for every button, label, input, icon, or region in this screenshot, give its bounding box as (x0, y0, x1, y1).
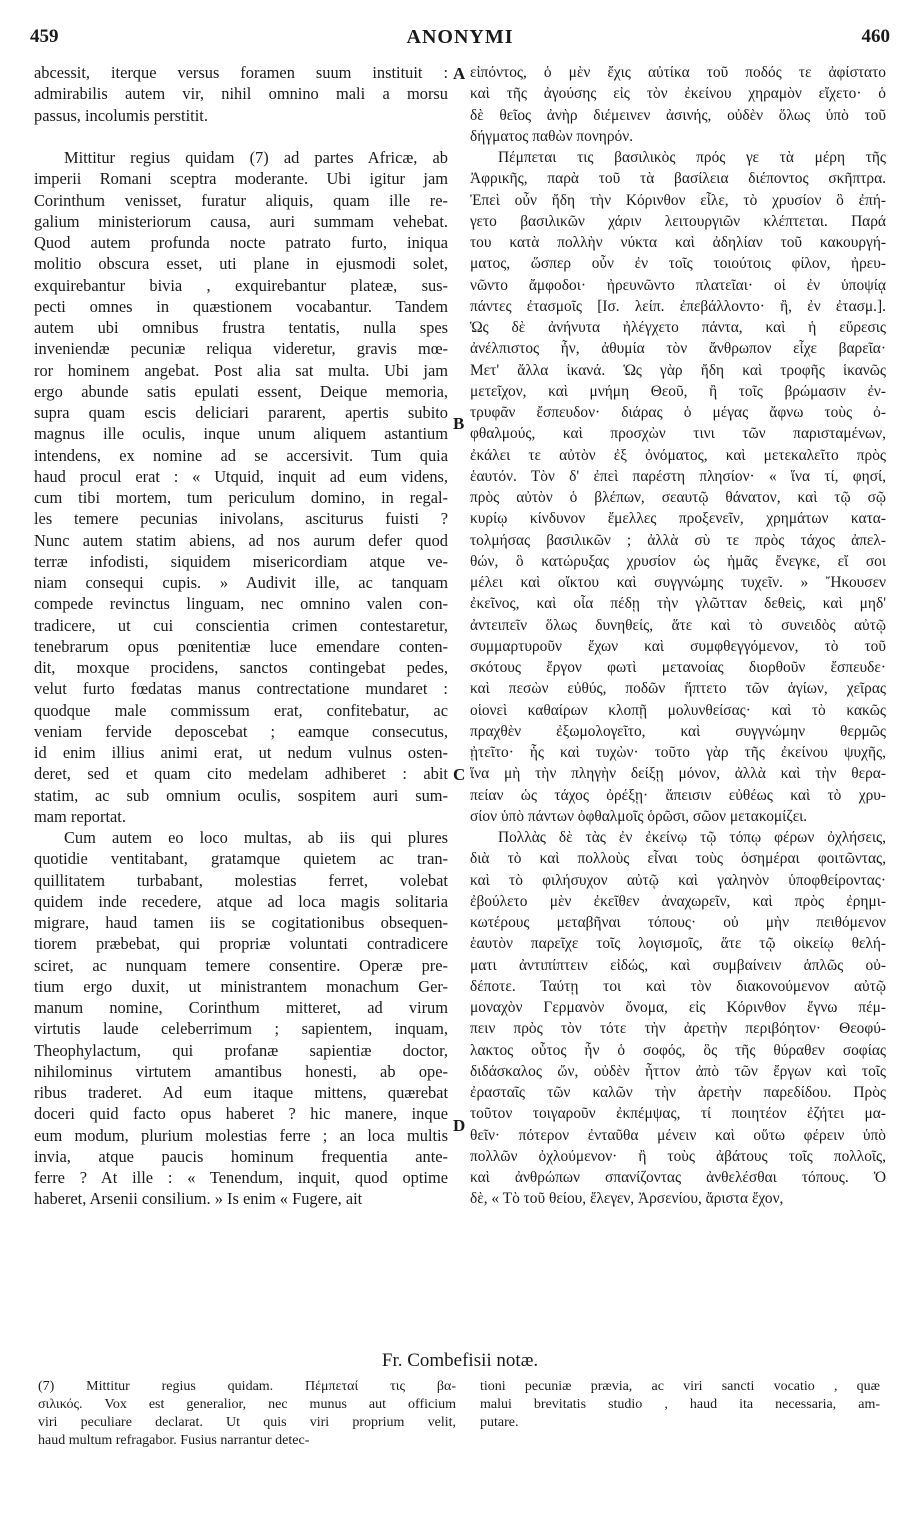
text-line: ἑαυτὸν παρεῖχε τοῖς λογισμοῖς, ἅτε τῷ οἰκείῳ θελή- (470, 935, 886, 953)
text-line: statim, ac sub omnium oculis, sospitem auri sum- (34, 785, 448, 805)
text-line: Μετ' ἄλλα ἱκανά. Ὡς γὰρ ἤδη καὶ τροφῆς ἱκανῶς (470, 361, 886, 379)
text-line: quidem inde recedere, atque ad loca magis solitaria (34, 891, 448, 911)
text-line: πειν πρὸς τὸν τότε τὴν ἀρετὴν περιβόητον· Θεοφύ- (470, 1020, 886, 1038)
text-line: οἱονεὶ καθαίρων κλοπῇ μολυνθείσας· καὶ τὸ κακῶς (470, 701, 886, 719)
text-line: id enim illius animi erat, ut nedum vulnus osten- (34, 743, 448, 762)
text-line: dit, moxque procidens, sanctos contingebat pedes, (34, 658, 448, 677)
text-line: ᾐτεῖτο· ἧς καὶ τυχὼν· τοῦτο γὰρ τῆς ἐκείνου ψυχῆς, (470, 744, 886, 761)
text-line: δὲ, « Τὸ τοῦ θείου, ἔλεγεν, Ἀρσενίου, ἄριστα ἔχον, (470, 1190, 784, 1208)
text-line: passus, incolumis perstitit. (34, 105, 208, 125)
text-line: haud procul erat : « Utquid, inquit ad eum videns, (34, 466, 448, 486)
text-line: σιλικός. Vox est generalior, nec munus aut officium (38, 1397, 456, 1412)
text-line: Πέμπεται τις βασιλικὸς πρός γε τὰ μέρη τῆς (498, 149, 886, 166)
footnotes-left (38, 1378, 456, 1450)
text-line: migrare, haud tamen iis se cogitationibus obsequen- (34, 913, 448, 932)
text-line: tium ergo duxit, ut ministrantem monachum Ger- (34, 976, 448, 996)
text-line: εἰπόντος, ὁ μὲν ἔχις αὐτίκα τοῦ ποδός τε ἀφίστατο (470, 64, 886, 81)
text-line: ergo abunde satis epulati essent, Deique memoria, (34, 381, 448, 401)
text-line: μέλει καὶ οἴκτου καὶ συγγνώμης τυχεῖν. » Ἤκουσεν (470, 574, 886, 591)
text-line: quotidie ventitabant, gratamque quietem ac tran- (34, 849, 448, 869)
text-line: κυρίῳ κίνδυνον ἔμελλες προξενεῖν, χρημάτων κατα- (470, 510, 886, 528)
text-line: Nunc autem statim abiens, ad nos aurum defer quod (34, 530, 448, 550)
margin-marker-b: B (453, 414, 465, 433)
text-line: deret, sed et quam cito medelam adhiberet : abit (34, 764, 448, 784)
text-line: magnus ille oculis, inque unum aliquem astantium (34, 424, 448, 444)
text-line: tradicere, ut cui conscientia crimen contestaretur, (34, 615, 448, 635)
text-line: haud multum refragabor. Fusius narrantur detec- (38, 1433, 310, 1448)
text-line: ἀντειπεῖν ὅλως δυνηθείς, ἅτε καὶ τὸ συνειδὸς αὐτῷ (470, 616, 886, 634)
text-line: quodque male commissum erat, confitebatur, ac (34, 700, 448, 720)
text-line: διὰ τὸ καὶ πολλοὺς εἶναι τοὺς ὁσημέραι φοιτῶντας, (470, 850, 886, 868)
text-line: pecti omnes in quæstionem vocabantur. Tandem (34, 296, 448, 316)
text-line: διδάσκαλος ὤν, οὐδὲν ἧττον ἀπὸ τῶν ἔργων καὶ τοῖς (470, 1062, 886, 1080)
text-line: Quod autem profunda nocte patrato furto, iniqua (34, 233, 448, 252)
text-line: (7) Mittitur regius quidam. Πέμπεταί τις βα- (38, 1379, 456, 1394)
text-line: nihilominus virtutem amantibus honesti, ab ope- (34, 1061, 448, 1081)
text-line: Corinthum venisset, furatur aliquis, quam ille re- (34, 190, 448, 210)
text-line: νῶντο ἄμφοδοι· ἠρευνῶντο πλατεῖαι· οἱ ἐν ὑποψίᾳ (470, 276, 886, 294)
text-line: δὲ θεῖος ἀνὴρ διέμεινεν ἀσινής, οὐδὲν ὅλως ὑπὸ τοῦ (470, 106, 886, 124)
text-line: ferre ? At ille : « Tenendum, inquit, quod optime (34, 1168, 448, 1187)
text-line: ἐρασταῖς τῶν καλῶν τὴν ἀρετὴν παρεδίδου. Πρὸς (470, 1084, 886, 1101)
text-line: καὶ τὸ φιλήσυχον αὐτῷ καὶ γαληνὸν ὑποφθείροντας· (470, 871, 886, 889)
text-line: καὶ ἀνθρώπων σπανίζοντας ἀνθελέσθαι τόπους. Ὁ (470, 1169, 886, 1186)
text-line: sciret, ac nunquam temere consentire. Operæ pre- (34, 955, 448, 975)
text-line: λακτος οὗτος ἦν ὁ σοφός, ὃς τῆς θύραθεν σοφίας (470, 1041, 886, 1059)
text-line: autem ubi omnibus frustra tentatis, nulla spes (34, 318, 448, 337)
greek-column (470, 62, 886, 1210)
text-line: ματι ἀντιπίπτειν εἰδώς, καὶ συμβαίνειν ἁπλῶς οὐ- (470, 956, 886, 974)
text-line: πείαν ὡς τάχος ὀρέξῃ· ἄπεισιν εὐθέως καὶ τὸ χρυ- (470, 786, 886, 804)
latin-column (34, 62, 448, 1210)
text-line: viri peculiare declarat. Ut quis viri proprium velit, (38, 1415, 456, 1430)
text-line: σκότους ἔργον φωτὶ μετανοίας διορθοῦν ἔσπευδε· (470, 659, 886, 676)
text-line: inveniendæ pecuniæ reliqua videretur, gravis mœ- (34, 339, 448, 359)
text-line: ἀνέλπιστος ἦν, ἀθυμία τὸν ἄνθρωπον εἶχε βαρεῖα· (470, 340, 886, 358)
text-line: ἐκάλει τε αὐτὸν ἐξ ὀνόματος, καὶ μετεκαλεῖτο πρὸς (470, 446, 886, 464)
text-line: haberet, Arsenii consilium. » Is enim « Fugere, ait (34, 1189, 363, 1209)
text-line: ἐβούλετο μὲν ἐκεῖθεν ἀναχωρεῖν, καὶ πρὸς ἐρημι- (470, 892, 886, 910)
text-line: ματος, ὥσπερ οὖν ἐν τοῖς τοιούτοις φίλον, ἠρευ- (470, 255, 886, 273)
text-line: tioni pecuniæ prævia, ac viri sancti vocatio , quæ (480, 1379, 880, 1394)
text-line: quillitatem turbabant, molestias ferret, volebat (34, 870, 448, 890)
text-line: tiorem præbebat, qui propriæ voluntati contradicere (34, 934, 448, 954)
text-line: καὶ πεσὼν εὐθύς, ποδῶν ἥπτετο τῶν ἁγίων, χεῖρας (470, 680, 886, 698)
text-line: ἵνα μὴ τὴν πληγὴν δείξῃ μόνον, ἀλλὰ καὶ τὴν θερα- (470, 765, 886, 783)
notes-title: Fr. Combefisii notæ. (381, 1350, 539, 1371)
text-line: exquirebantur bivia , exquirebantur plateæ, sus- (34, 275, 448, 295)
text-line: Πολλὰς δὲ τὰς ἐν ἐκείνῳ τῷ τόπῳ φέρων ὀχλήσεις, (498, 829, 886, 846)
text-line: γετο βασιλικῶν χάριν λειτουργιῶν κλέπτεται. Παρά (470, 212, 886, 230)
text-line: θεῖν· πότερον ἐνταῦθα μένειν καὶ οὕτω φέρειν ὑπὸ (470, 1126, 886, 1144)
text-line: τοῦτον τοιγαροῦν ἐκπέμψας, τί ποιητέον ἐζήτει μα- (470, 1105, 886, 1123)
text-line: compede revinctus linguam, nec omnino valen con- (34, 594, 448, 614)
text-line: τρυφᾶν ἔσπευδον· διάρας ὁ μέγας ἄφνω τοὺς ὀ- (470, 404, 886, 421)
text-line: Ἀφρικῆς, παρὰ τοῦ τὰ βασίλεια διέποντος σκῆπτρα. (470, 170, 886, 188)
text-line: του κατὰ πολλὴν νύκτα καὶ ἀδηλίαν τοῦ κακουργή- (470, 234, 886, 251)
text-line: virtutis laude celeberrimum ; sapientem, inquam, (34, 1019, 448, 1039)
text-line: ἑαυτόν. Τὸν δ' ἐπεὶ παρέστη πλησίον· « ἵνα τί, φησί, (470, 467, 886, 485)
margin-marker-c: C (453, 765, 466, 784)
text-line: veniam fervide deposcebat ; eamque consecutus, (34, 721, 448, 741)
text-line: Theophylactum, qui profanæ sapientiæ doctor, (34, 1040, 448, 1060)
text-line: καὶ τῆς ἀγούσης εἰς τὸν ἐκείνου χηραμὸν εἴχετο· ὁ (470, 85, 886, 103)
text-line: δήγματος παθὼν πονηρόν. (470, 127, 634, 145)
text-line: πολλῶν ὀχλούμενον· ἢ τοὺς ἀβάτους τοῖς πολλοῖς, (470, 1147, 886, 1165)
text-line: σίον ὑπὸ πάντων ὀφθαλμοῖς ὁρῶσι, σῶον μετακομίζει. (470, 807, 808, 825)
text-line: πραχθὲν ἐξωμολογεῖτο, καὶ συγγνώμην θερμῶς (470, 722, 886, 740)
text-line: Cum autem eo loco multas, ab iis qui plures (64, 828, 448, 847)
text-line: abcessit, iterque versus foramen suum instituit : (34, 63, 448, 82)
text-line: ἐκεῖνος, καὶ οἷα πέδῃ τὴν γλῶτταν δεθεὶς, καὶ μηδ' (470, 595, 886, 613)
running-title: ANONYMI (406, 26, 514, 48)
text-line: συμμαρτυροῦν ἔχων καὶ συμφθεγγόμενον, τὸ τοῦ (470, 637, 886, 655)
text-line: μοναχὸν Γερμανὸν ὄνομα, εἰς Κόρινθον ἔγνω πέμ- (470, 999, 886, 1016)
text-line: malui brevitatis studio , haud ita necessaria, am- (480, 1397, 880, 1412)
text-line: niam consequi cupis. » Audivit ille, ac tanquam (34, 573, 448, 592)
text-line: πάντες ἐτασμοῖς [Ισ. λείπ. ἐπεβάλλοντο· ἢ, ἐν ἐτασμ.]. (470, 297, 886, 315)
text-line: cum tibi mortem, tum periculum domino, in regal- (34, 488, 448, 507)
text-line: eum modum, plurium molestias ferre ; an loca multis (34, 1125, 448, 1145)
text-line: mam reportat. (34, 806, 126, 826)
text-line: doceri quid facto opus haberet ? hic manere, inque (34, 1104, 448, 1124)
text-line: invia, atque paucis hominum frequentia ante- (34, 1146, 448, 1166)
text-line: velut furto fœdatas manus contrectatione mundaret : (34, 679, 448, 699)
margin-marker-a: A (453, 64, 466, 83)
text-line: terræ infodisti, siquidem misericordiam atque ve- (34, 551, 448, 571)
page-number-right: 460 (861, 26, 890, 47)
text-line: manum nomine, Corinthum mitteret, ad virum (34, 998, 448, 1017)
text-line: ribus traderet. Ad eum itaque mittens, quærebat (34, 1083, 448, 1102)
text-line: μετεῖχον, καὶ μνήμη Θεοῦ, ἢ τοῖς βρώμασιν ἐν- (470, 382, 886, 400)
text-line: galium ministeriorum causa, auri summam vehebat. (34, 211, 448, 231)
text-line: tenebrarum opus pœnitentiæ luce emendare conten- (34, 636, 448, 656)
text-line: τολμήσας βασιλικῶν ; ἀλλὰ σὺ τε πρὸς τάχος ἀπελ- (470, 531, 886, 549)
text-line: Ἐπεὶ οὖν ἤδη τὴν Κόρινθον εἶλε, τὸ χρυσίον ὃ ἐπή- (470, 191, 886, 209)
text-line: δέποτε. Ταύτῃ τοι καὶ τὸν διακονούμενον αὐτῷ (470, 977, 886, 995)
page-header (30, 26, 890, 56)
text-line: putare. (480, 1415, 519, 1430)
text-line: intendens, ex nomine ad se accersivit. Tum quia (34, 445, 448, 465)
text-line: imperii Romani sceptra moderante. Ubi igitur jam (34, 169, 448, 189)
text-line: θών, ὃ κατώρυξας χρυσίον ὡς ἡμᾶς ἔνεγκε, εἴ σοι (470, 552, 886, 570)
text-line: supra quam escis deliciari pararent, apertis subito (34, 403, 448, 422)
page-number-left: 459 (30, 26, 59, 47)
text-line: Mittitur regius quidam (7) ad partes Africæ, ab (64, 148, 448, 167)
text-line: κωτέρους μεταβῆναι τόπους· οὐ μὴν πειθόμενον (470, 914, 886, 931)
footnotes-right (480, 1378, 880, 1432)
text-line: πρὸς αὐτὸν ὁ βλέπων, σεαυτῷ θάνατον, καὶ τῷ σῷ (470, 489, 886, 506)
text-line: molitio obscura esset, uti plane in ejusmodi solet, (34, 254, 448, 274)
text-line: φθαλμούς, καὶ προσχὼν τινι τῶν παρισταμένων, (470, 425, 886, 443)
margin-marker-d: D (453, 1116, 466, 1135)
text-line: admirabilis autem vir, nihil omnino mali a morsu (34, 84, 448, 104)
text-line: ror hominem angebat. Post alia sat multa. Ubi jam (34, 360, 448, 380)
text-line: Ὡς δὲ ἀνήνυτα ἠλέγχετο πάντα, καὶ ἡ εὕρεσις (470, 319, 886, 336)
text-line: les temere pecunias inivolans, asciturus fuisti ? (34, 509, 448, 529)
text-line (34, 126, 448, 147)
